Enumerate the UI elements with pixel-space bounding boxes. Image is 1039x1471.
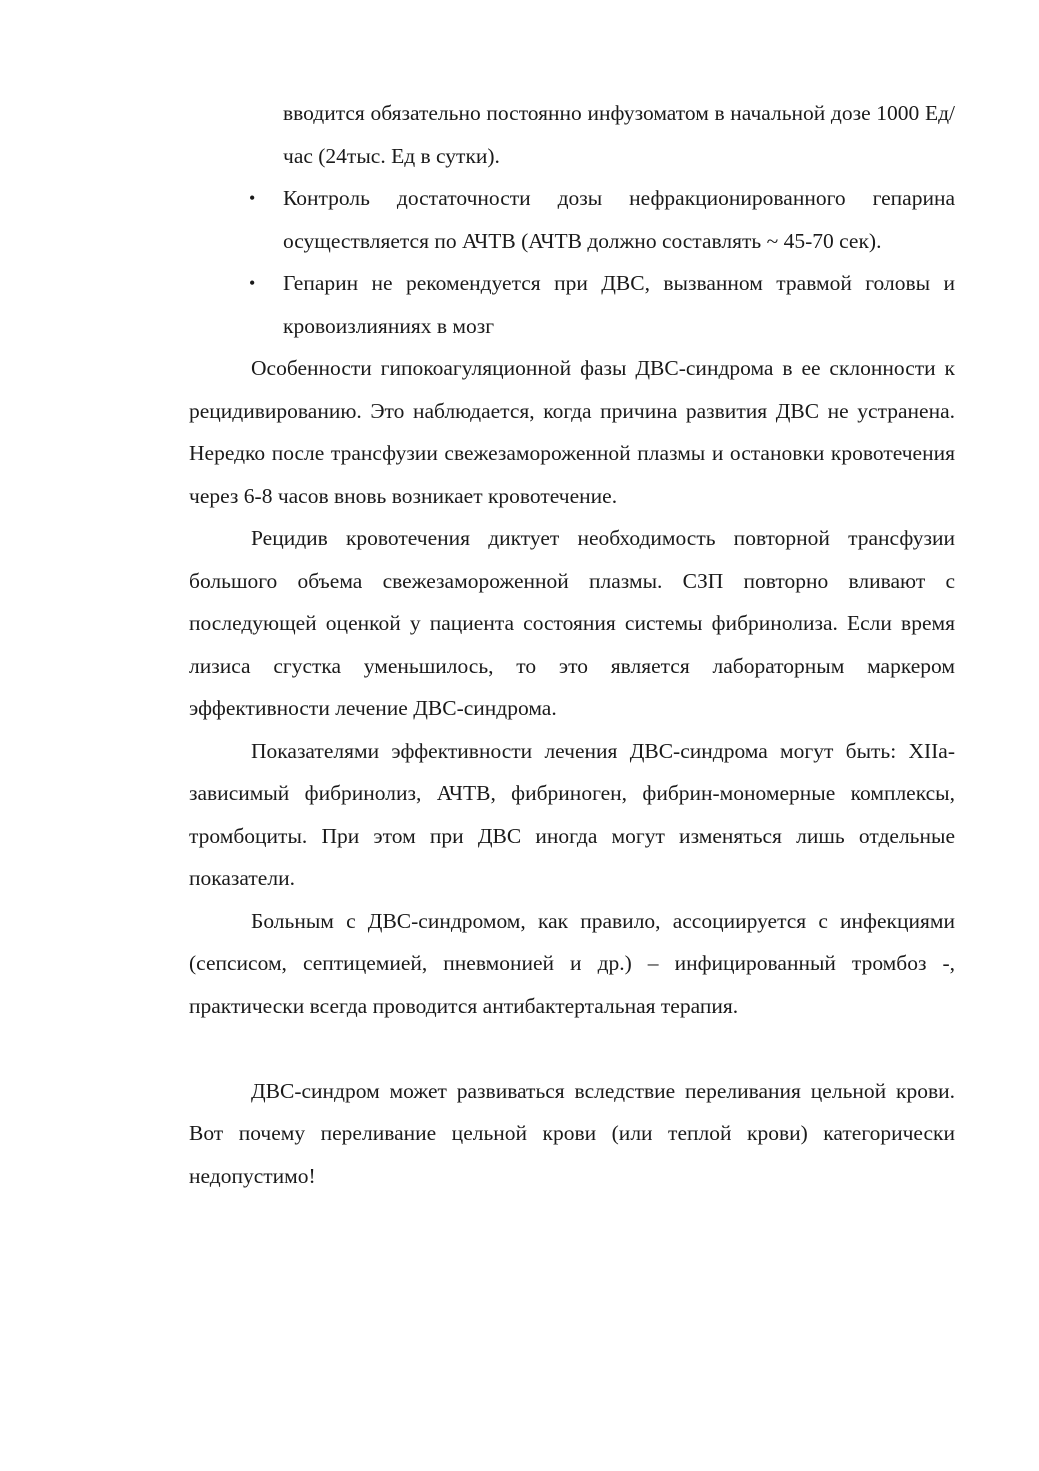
- bullet-text: Гепарин не рекомендуется при ДВС, вызванном травмой головы и кровоизлияниях в мозг: [283, 271, 955, 338]
- bullet-icon: •: [249, 273, 256, 293]
- paragraph: Показателями эффективности лечения ДВС-синдрома могут быть: ХIIа-зависимый фибринолиз, АЧТВ, фибриноген, фибрин-мономерные комплексы, тромбоциты. При этом при ДВС иногда могут изменяться лишь отдельные показатели.: [189, 738, 955, 890]
- blank-line: [189, 1027, 955, 1070]
- paragraph: Особенности гипокоагуляционной фазы ДВС-синдрома в ее склонности к рецидивированию. Это наблюдается, когда причина развития ДВС не устранена. Нередко после трансфузии свежезамороженной плазмы и остановки кровотечения через 6-8 часов вновь возникает кровотечение.: [189, 356, 955, 508]
- document-body: [189, 92, 955, 1197]
- bullet-icon: •: [249, 188, 256, 208]
- paragraph: Рецидив кровотечения диктует необходимость повторной трансфузии большого объема свежезамороженной плазмы. СЗП повторно вливают с последующей оценкой у пациента состояния системы фибринолиза. Если время лизиса сгустка уменьшилось, то это является лабораторным маркером эффективности лечение ДВС-синдрома.: [189, 526, 955, 720]
- intro-continuation: вводится обязательно постоянно инфузоматом в начальной дозе 1000 Ед/час (24тыс. Ед в сутки).: [283, 101, 955, 168]
- final-paragraph: ДВС-синдром может развиваться вследствие переливания цельной крови. Вот почему переливание цельной крови (или теплой крови) категорически недопустимо!: [189, 1078, 955, 1188]
- bullet-text: Контроль достаточности дозы нефракционированного гепарина осуществляется по АЧТВ (АЧТВ должно составлять ~ 45-70 сек).: [283, 186, 955, 253]
- bullet-item: [189, 177, 955, 262]
- bullet-item: [189, 262, 955, 347]
- paragraph: Больным с ДВС-синдромом, как правило, ассоциируется с инфекциями (сепсисом, септицемией, пневмонией и др.) – инфицированный тромбоз -, практически всегда проводится антибактертальная терапия.: [189, 908, 955, 1018]
